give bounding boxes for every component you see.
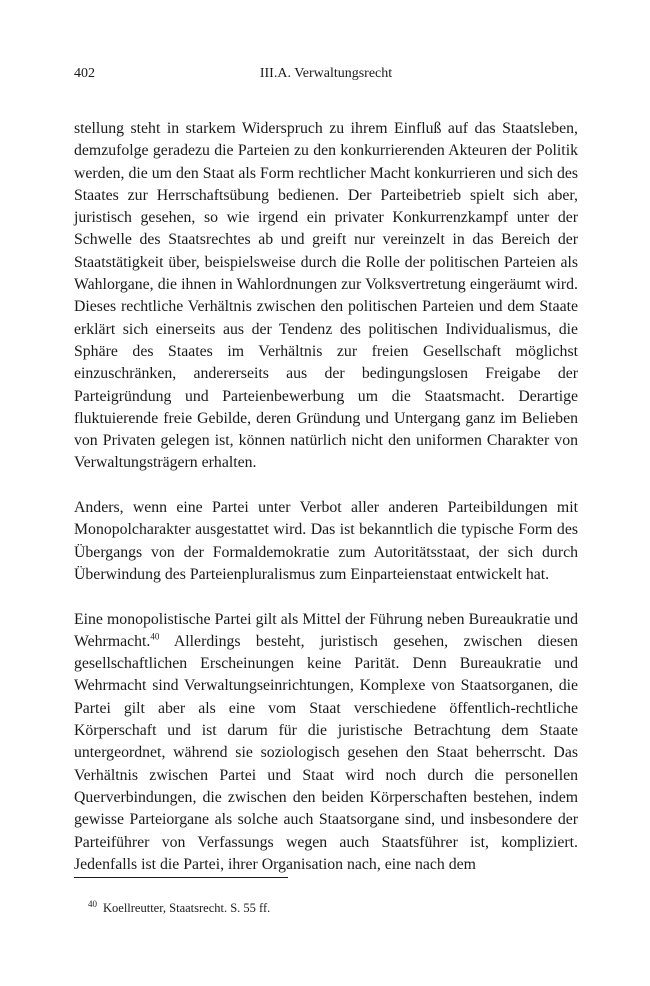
paragraph [74,609,578,877]
body-text [74,118,578,876]
paragraph-text: Eine monopolistische Partei gilt als Mittel der Führung neben Bureaukratie und Wehrmacht. [74,610,578,650]
page-number: 402 [74,66,95,81]
paragraph: Anders, wenn eine Partei unter Verbot aller anderen Parteibildungen mit Monopolcharakter ausgestattet wird. Das ist bekanntlich die typische Form des Übergangs von der Formaldemokratie zum Autoritätsstaat, der sich durch Überwindung des Parteienpluralismus zum Einparteienstaat entwickelt hat. [74,499,578,583]
footnote-reference[interactable]: 40 [150,631,160,642]
footnote-number: 40 [88,898,97,909]
page-header [74,66,578,86]
footnote-text: Koellreutter, Staatsrecht. S. 55 ff. [103,901,271,915]
paragraph-text: Allerdings besteht, juristisch gesehen, zwischen diesen gesellschaftlichen Erscheinungen keine Parität. Denn Bureaukratie und Wehrmacht sind Verwaltungseinrichtungen, Komplexe von Staatsorganen, die Partei gilt aber als eine vom Staat verschiedene öffentlich-rechtliche Körperschaft und ist darum für die juristische Betrachtung dem Staate untergeordnet, während sie soziologisch gesehen den Staat beherrscht. Das Verhältnis zwischen Partei und Staat wird noch durch die personellen Querverbindungen, die zwischen den beiden Körperschaften bestehen, indem gewisse Parteiorgane als solche auch Staatsorgane sind, und insbesondere der Parteiführer von Verfassungs wegen auch Staatsführer ist, kompliziert. Jedenfalls ist die Partei, ihrer Organisation nach, eine nach dem [74,632,578,873]
running-head: III.A. Verwaltungsrecht [259,66,393,81]
footnote [88,900,270,916]
paragraph: stellung steht in starkem Widerspruch zu ihrem Einfluß auf das Staatsleben, demzufolge geradezu die Parteien zu den konkurrierenden Akteuren der Politik werden, die um den Staat als Form rechtlicher Macht konkurrieren und sich des Staates zur Herrschaftsübung bedienen. Der Parteibetrieb spielt sich aber, juristisch gesehen, so wie irgend ein privater Konkurrenzkampf unter der Schwelle des Staatsrechtes ab und greift nur vereinzelt in das Bereich der Staatstätigkeit über, beispielsweise durch die Rolle der politischen Parteien als Wahlorgane, die ihnen in Wahlordnungen zur Volksvertretung eingeräumt wird. Dieses rechtliche Verhältnis zwischen den politischen Parteien und dem Staate erklärt sich einerseits aus der Tendenz des politischen Individualismus, die Sphäre des Staates im Verhältnis zur freien Gesellschaft möglichst einzuschränken, andererseits aus der bedingungslosen Freigabe der Parteigründung und Parteienbewerbung um die Staatsmacht. Derartige fluktuierende freie Gebilde, deren Gründung und Untergang ganz im Belieben von Privaten gelegen ist, können natürlich nicht den uniformen Charakter von Verwaltungsträgern erhalten. [74,120,578,472]
footnote-divider [74,877,288,878]
